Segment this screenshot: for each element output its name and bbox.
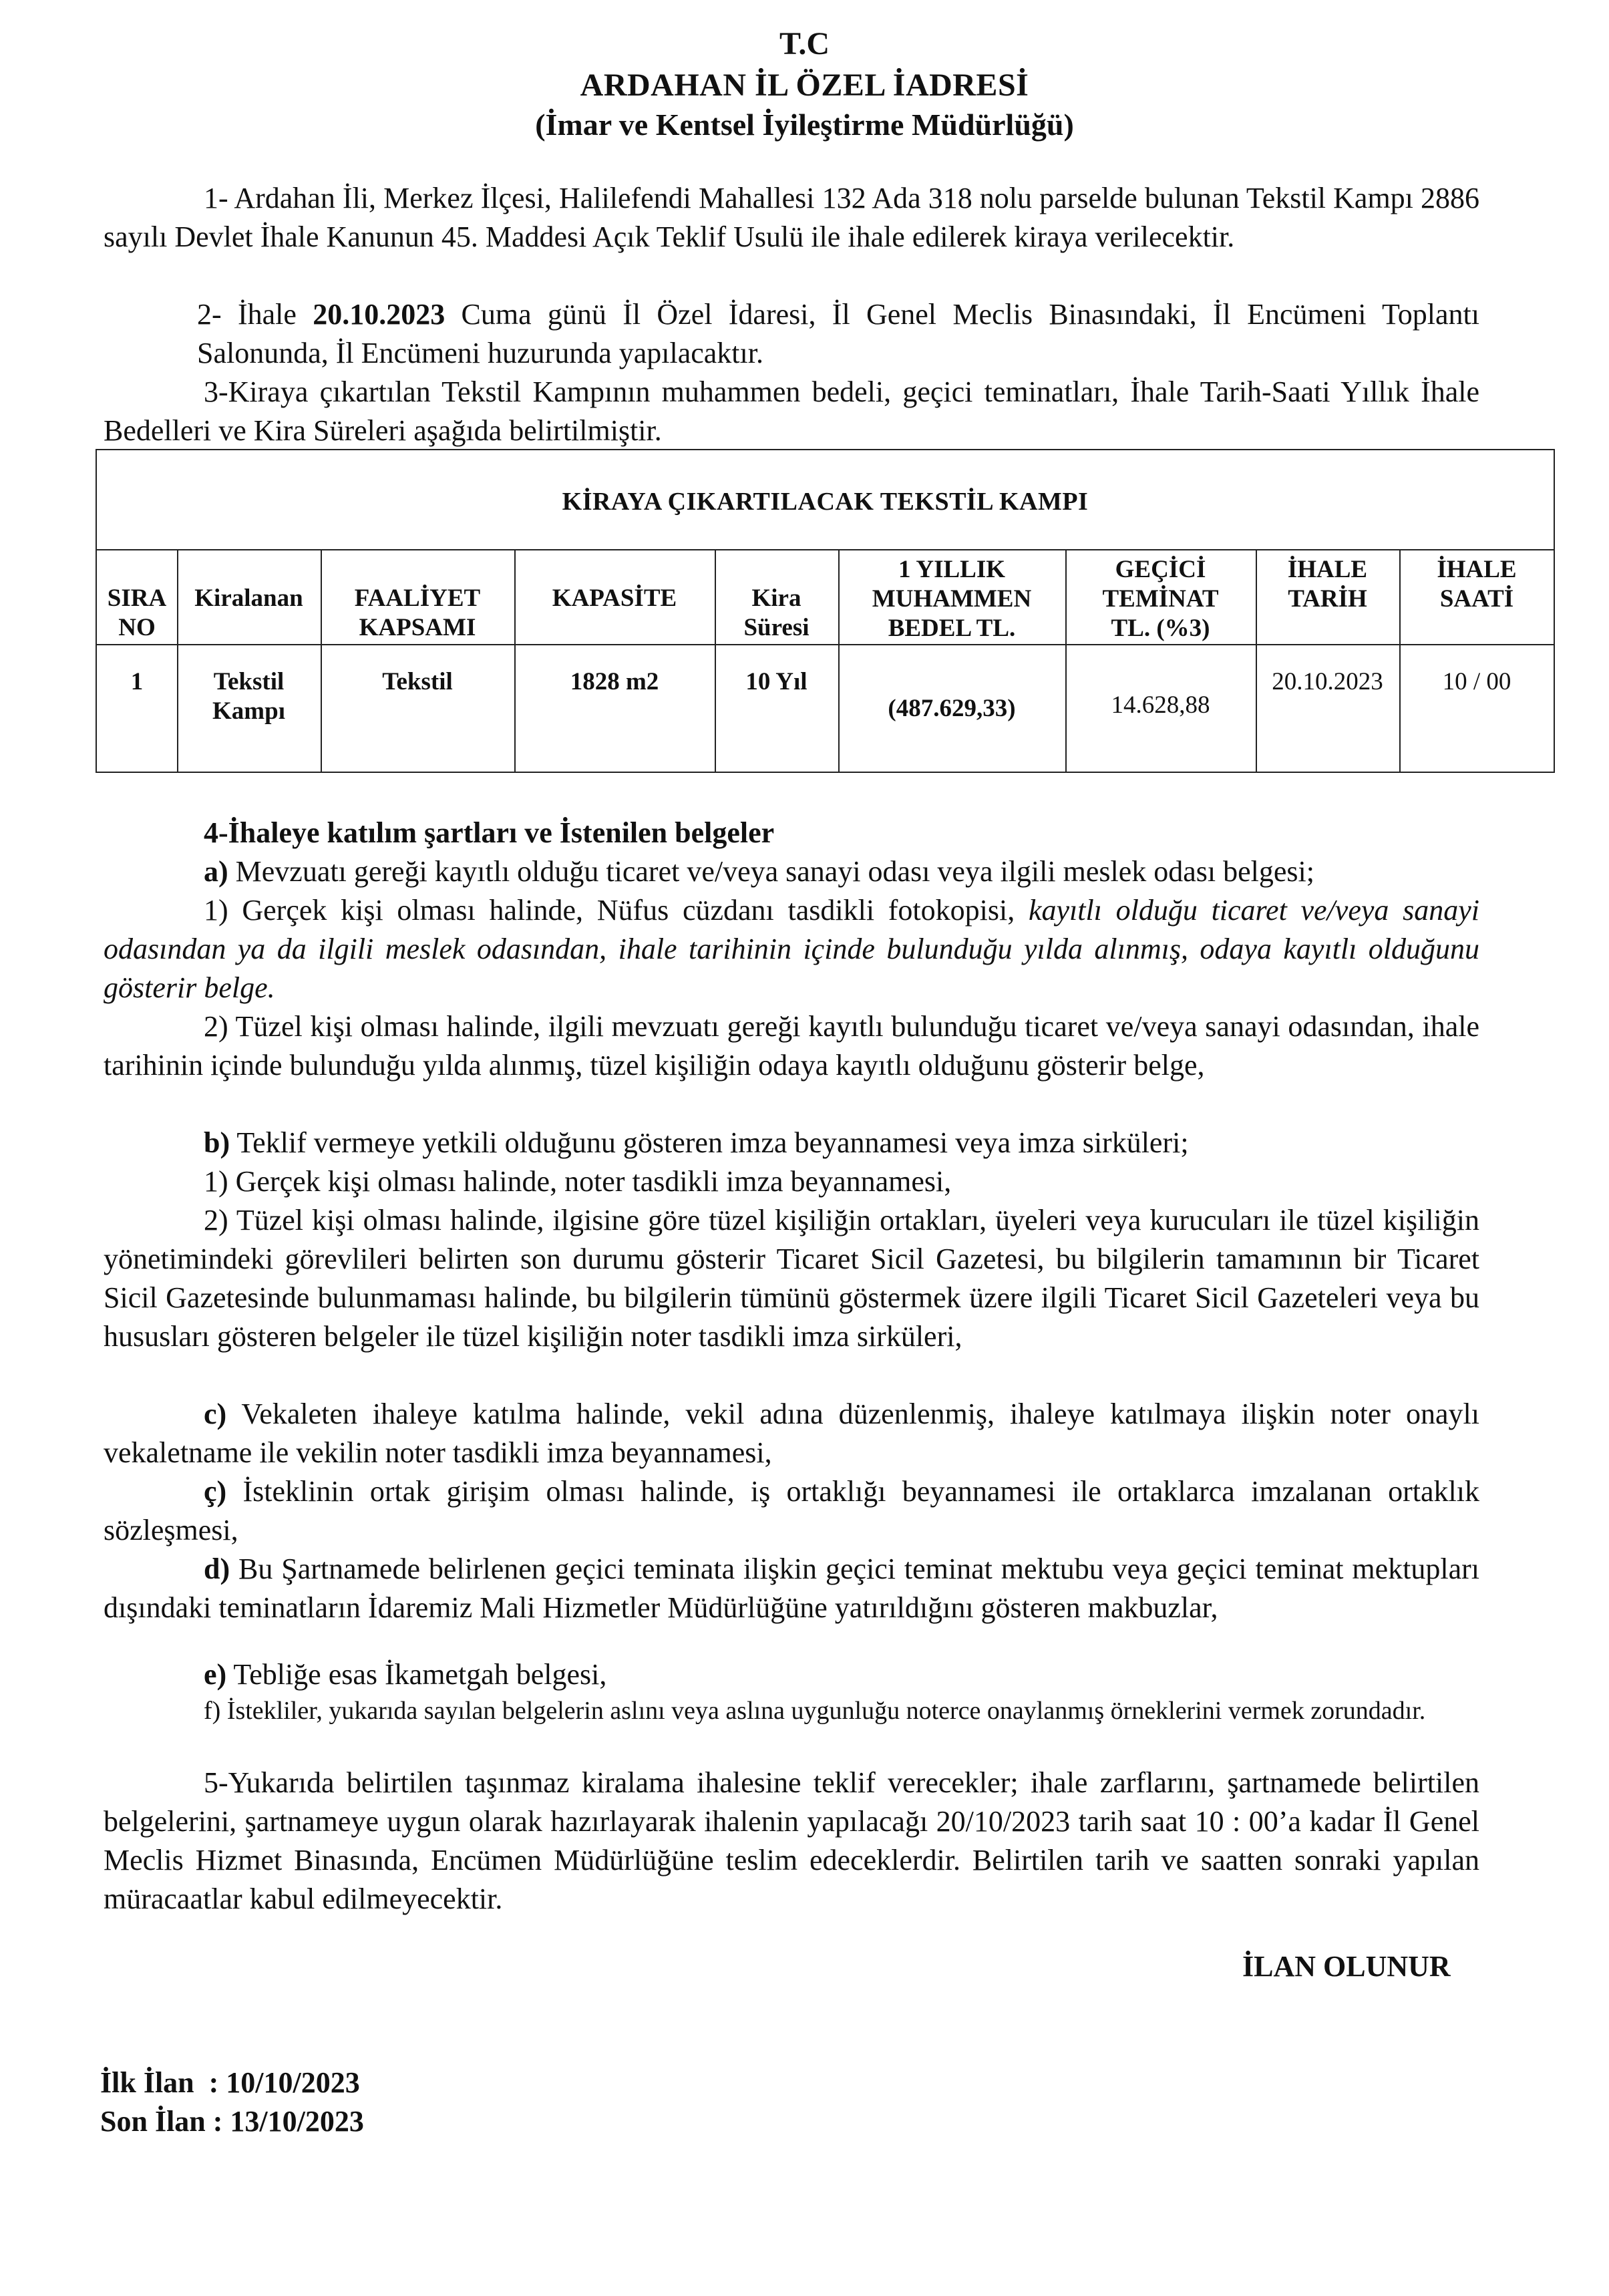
cell-teminat: 14.628,88 <box>1111 691 1210 719</box>
last-announcement: Son İlan : 13/10/2023 <box>100 2105 364 2138</box>
paragraph-3-text: 3-Kiraya çıkartılan Tekstil Kampının muhammen bedeli, geçici teminatları, İhale Tarih-Saati Yıllık İhale Bedelleri ve Kira Süreleri aşağıda belirtilmiştir. <box>104 375 1479 447</box>
condition-cc: ç) İsteklinin ortak girişim olması halinde, iş ortaklığı beyannamesi ile ortaklarca imzalanan ortaklık sözleşmesi, <box>104 1475 1479 1546</box>
cell-tarih: 20.10.2023 <box>1272 668 1383 695</box>
first-announcement: İlk İlan : 10/10/2023 <box>100 2066 360 2099</box>
paragraph-5 <box>104 1764 1479 1919</box>
table-caption: KİRAYA ÇIKARTILACAK TEKSTİL KAMPI <box>562 488 1089 516</box>
paragraph-2 <box>197 295 1479 373</box>
header-ihale-saati: İHALE SAATİ <box>1437 556 1517 613</box>
paragraph-1 <box>104 179 1479 257</box>
cell-faaliyet: Tekstil <box>382 668 453 695</box>
cell-kiralanan: Tekstil Kampı <box>212 668 285 725</box>
rental-table <box>96 449 1555 773</box>
condition-a1: 1) Gerçek kişi olması halinde, Nüfus cüzdanı tasdikli fotokopisi, kayıtlı olduğu ticaret ve/veya sanayi odasından ya da ilgili meslek odasından, ihale tarihinin içinde bulunduğu yılda alınmış, odaya kayıtlı olduğunu gösterir belge. <box>104 894 1479 1004</box>
tender-date: 20.10.2023 <box>313 298 445 331</box>
cell-muhammen: (487.629,33) <box>888 695 1016 722</box>
header-ihale-tarih: İHALE TARİH <box>1287 556 1368 613</box>
condition-f: f) İstekliler, yukarıda sayılan belgelerin aslını veya aslına uygunluğu noterce onaylanmış örneklerini vermek zorundadır. <box>204 1697 1426 1725</box>
conditions-title-text: 4-İhaleye katılım şartları ve İstenilen belgeler <box>204 816 775 849</box>
condition-b1: 1) Gerçek kişi olması halinde, noter tasdikli imza beyannamesi, <box>204 1165 952 1198</box>
condition-b2: 2) Tüzel kişi olması halinde, ilgisine göre tüzel kişiliğin ortakları, üyeleri veya kurucuları ile tüzel kişiliğin yönetimindeki görevlileri belirten son durumu gösterir Ticaret Sicil Gazetesi, bu bilgilerin tamamının bir Ticaret Sicil Gazetesinde bulunmaması halinde, bu bilgilerin tümünü göstermek üzere ilgili Ticaret Sicil Gazeteleri veya bu hususları gösteren belgeler ile tüzel kişiliğin noter tasdikli imza sirküleri, <box>104 1204 1479 1353</box>
cell-sira: 1 <box>130 668 144 695</box>
table-divider <box>97 549 1554 550</box>
paragraph-2-prefix: 2- İhale <box>197 298 313 331</box>
closing-statement: İLAN OLUNUR <box>1242 1950 1451 1983</box>
header-institution: ARDAHAN İL ÖZEL İADRESİ <box>580 67 1029 103</box>
paragraph-5-text: 5-Yukarıda belirtilen taşınmaz kiralama ihalesine teklif verecekler; ihale zarflarını, şartnamede belirtilen belgelerini, şartnameye uygun olarak hazırlayarak ihalenin yapılacağı 20/10/2023 tarih saat 10 : 00’a kadar İl Genel Meclis Hizmet Binasında, Encümen Müdürlüğüne teslim edeceklerdir. Belirtilen tarih ve saatten sonraki yapılan müracaatlar kabul edilmeyecektir. <box>104 1766 1479 1915</box>
cell-saat: 10 / 00 <box>1442 668 1511 695</box>
header-faaliyet: FAALİYET KAPSAMI <box>354 585 481 641</box>
header-sira: SIRA NO <box>107 585 167 641</box>
header-tc: T.C <box>779 26 830 61</box>
condition-d: d) Bu Şartnamede belirlenen geçici teminata ilişkin geçici teminat mektubu veya geçici teminat mektupları dışındaki teminatların İdaremiz Mali Hizmetler Müdürlüğüne yatırıldığını gösteren makbuzlar, <box>104 1552 1479 1624</box>
header-kira-suresi: Kira Süresi <box>743 585 810 641</box>
paragraph-3 <box>104 373 1479 450</box>
header-kiralanan: Kiralanan <box>194 585 303 612</box>
condition-a: a) Mevzuatı gereği kayıtlı olduğu ticaret ve/veya sanayi odası veya ilgili meslek odası belgesi; <box>204 855 1314 888</box>
header-muhammen: 1 YILLIK MUHAMMEN BEDEL TL. <box>872 556 1032 642</box>
condition-b: b) Teklif vermeye yetkili olduğunu gösteren imza beyannamesi veya imza sirküleri; <box>204 1126 1189 1159</box>
condition-c: c) Vekaleten ihaleye katılma halinde, vekil adına düzenlenmiş, ihaleye katılmaya ilişkin noter onaylı vekaletname ile vekilin noter tasdikli imza beyannamesi, <box>104 1398 1479 1469</box>
conditions-title <box>204 814 1479 852</box>
header-teminat: GEÇİCİ TEMİNAT TL. (%3) <box>1102 556 1219 642</box>
cell-kapasite: 1828 m2 <box>570 668 659 695</box>
header-kapasite: KAPASİTE <box>552 585 677 612</box>
condition-e: e) Tebliğe esas İkametgah belgesi, <box>204 1658 607 1691</box>
table-divider <box>97 644 1554 645</box>
header-department: (İmar ve Kentsel İyileştirme Müdürlüğü) <box>535 108 1074 142</box>
condition-a2: 2) Tüzel kişi olması halinde, ilgili mevzuatı gereği kayıtlı bulunduğu ticaret ve/veya sanayi odasından, ihale tarihinin içinde bulunduğu yılda alınmış, tüzel kişiliğin odaya kayıtlı olduğunu gösterir belge, <box>104 1010 1479 1082</box>
paragraph-2-text: Cuma günü İl Özel İdaresi, İl Genel Meclis Binasındaki, İl Encümeni Toplantı Salonunda, İl Encümeni huzurunda yapılacaktır. <box>197 298 1479 369</box>
cell-kira: 10 Yıl <box>745 668 808 695</box>
paragraph-1-text: 1- Ardahan İli, Merkez İlçesi, Halilefendi Mahallesi 132 Ada 318 nolu parselde bulunan Tekstil Kampı 2886 sayılı Devlet İhale Kanunun 45. Maddesi Açık Teklif Usulü ile ihale edilerek kiraya verilecektir. <box>104 182 1479 253</box>
